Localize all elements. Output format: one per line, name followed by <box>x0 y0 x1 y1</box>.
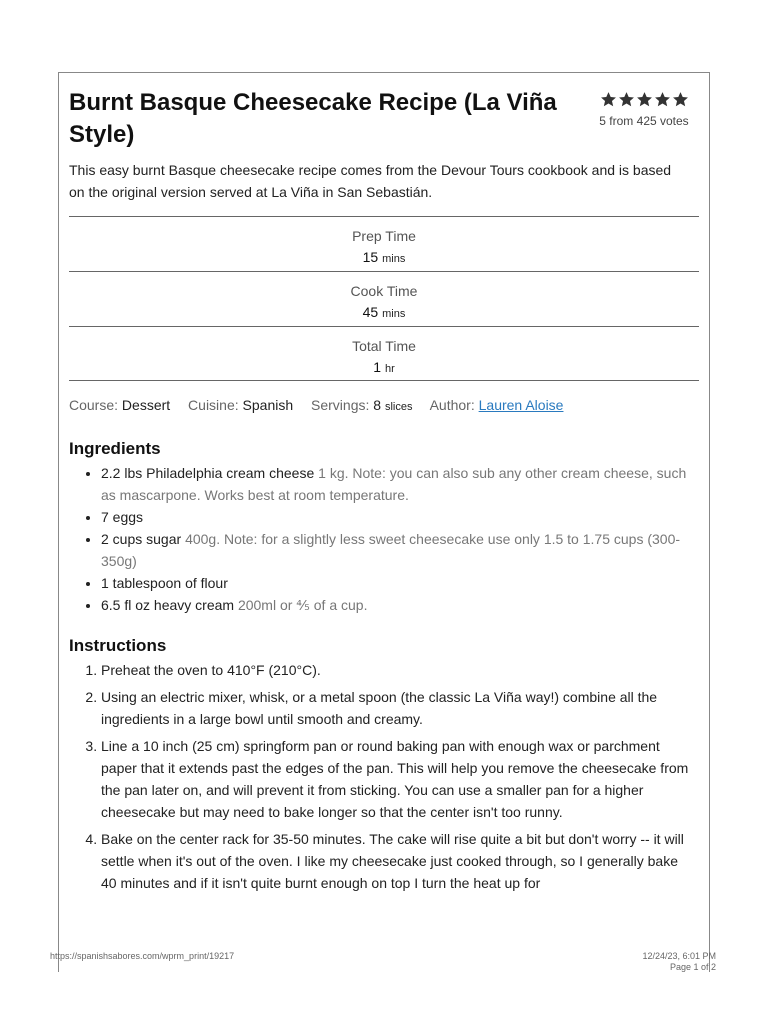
servings-value: 8 <box>373 397 382 413</box>
ingredient-item <box>101 528 694 572</box>
star-icon <box>636 91 653 108</box>
ingredient-item <box>101 506 694 528</box>
ingredients-heading: Ingredients <box>69 439 161 458</box>
servings-label: Servings: <box>311 397 370 413</box>
ingredient-item <box>101 462 694 506</box>
recipe-title: Burnt Basque Cheesecake Recipe (La Viña Style) <box>69 89 557 148</box>
ingredient-name: 6.5 fl oz heavy cream <box>101 597 235 613</box>
total-time-unit: hr <box>384 363 395 375</box>
ingredient-name: 1 tablespoon of flour <box>101 575 228 591</box>
ingredient-note: 400g. Note: for a slightly less sweet cheesecake use only 1.5 to 1.75 cups (300-350g) <box>101 531 681 569</box>
author-label: Author: <box>429 397 475 413</box>
star-icon <box>654 91 671 108</box>
ingredient-item <box>101 594 694 616</box>
author <box>430 397 564 413</box>
footer-info <box>642 951 716 973</box>
total-time-label: Total Time <box>352 338 416 354</box>
instructions-heading: Instructions <box>69 636 167 655</box>
instruction-step: 2. Using an electric mixer, whisk, or a metal spoon (the classic La Viña way!) combine all the ingredients in a large bowl until smooth and creamy. <box>101 686 694 730</box>
servings <box>311 397 412 413</box>
recipe-card <box>58 72 710 972</box>
total-time-value <box>69 357 699 379</box>
course <box>69 397 170 413</box>
prep-time-label: Prep Time <box>352 228 416 244</box>
cuisine-label: Cuisine: <box>188 397 239 413</box>
ingredient-note: 1 kg. Note: you can also sub any other cream cheese, such as mascarpone. Works best at room temperature. <box>101 465 687 503</box>
ingredient-name: 2 cups sugar <box>101 531 182 547</box>
cook-time-unit: mins <box>382 308 406 320</box>
course-value: Dessert <box>121 397 171 413</box>
rating <box>589 91 699 128</box>
ingredients-list <box>69 462 694 616</box>
footer-datetime: 12/24/23, 6:01 PM <box>642 951 716 961</box>
ingredient-name: 2.2 lbs Philadelphia cream cheese <box>101 465 315 481</box>
prep-time-unit: mins <box>382 253 406 265</box>
prep-time-number: 15 <box>362 249 379 265</box>
servings-unit: slices <box>384 401 413 413</box>
cook-time-value <box>69 302 699 324</box>
cuisine-value: Spanish <box>242 397 294 413</box>
recipe-meta <box>69 397 577 413</box>
star-icon <box>672 91 689 108</box>
instructions-list <box>69 659 694 899</box>
recipe-times <box>69 216 699 381</box>
recipe-summary: This easy burnt Basque cheesecake recipe comes from the Devour Tours cookbook and is based on the original version served at La Viña in San Sebastián. <box>69 162 672 200</box>
rating-stars <box>589 91 699 109</box>
instruction-step: 3. Line a 10 inch (25 cm) springform pan or round baking pan with enough wax or parchment paper that it extends past the edges of the pan. This will help you remove the cheesecake from the pan later on, and will prevent it from sticking. You can use a smaller pan for a higher cheesecake but may need to bake longer so that the center isn't too runny. <box>101 735 694 823</box>
total-time <box>69 326 699 381</box>
ingredient-item <box>101 572 694 594</box>
cook-time <box>69 271 699 326</box>
cuisine <box>188 397 293 413</box>
ingredient-name: 7 eggs <box>101 509 144 525</box>
star-icon <box>618 91 635 108</box>
total-time-number: 1 <box>373 359 382 375</box>
instruction-step: 4. Bake on the center rack for 35-50 minutes. The cake will rise quite a bit but don't worry -- it will settle when it's out of the oven. I like my cheesecake just cooked through, so I generally bake 40 minutes and if it isn't quite burnt enough on top I turn the heat up for <box>101 828 694 894</box>
ingredient-note: 200ml or ⅘ of a cup. <box>237 597 368 613</box>
cook-time-label: Cook Time <box>350 283 418 299</box>
footer-url: https://spanishsabores.com/wprm_print/19217 <box>50 951 235 961</box>
course-label: Course: <box>69 397 119 413</box>
prep-time <box>69 216 699 271</box>
footer-page: Page 1 of 2 <box>669 962 716 972</box>
cook-time-number: 45 <box>362 304 379 320</box>
star-icon <box>600 91 617 108</box>
rating-votes: 5 from 425 votes <box>599 114 689 128</box>
author-link[interactable]: Lauren Aloise <box>478 397 564 413</box>
instruction-step: 1. Preheat the oven to 410°F (210°C). <box>101 659 694 681</box>
prep-time-value <box>69 247 699 269</box>
